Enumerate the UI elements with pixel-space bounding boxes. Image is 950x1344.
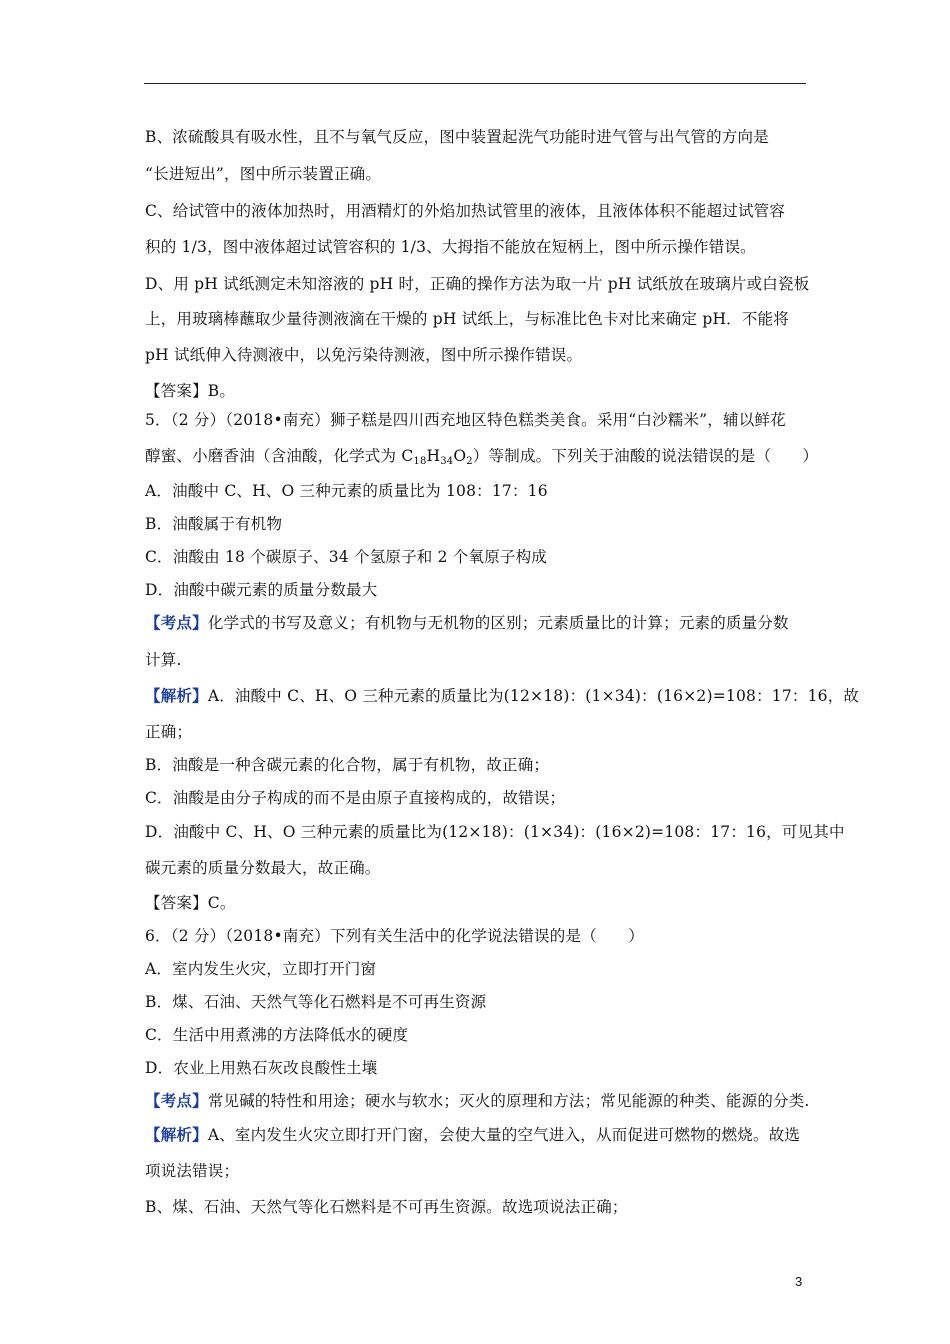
option-c: C．生活中用煮沸的方法降低水的硬度 <box>145 1026 409 1044</box>
header-rule <box>144 83 806 84</box>
option-a: A．油酸中 C、H、O 三种元素的质量比为 108：17：16 <box>145 482 548 500</box>
text-line: C．油酸是由分子构成的而不是由原子直接构成的，故错误； <box>145 789 566 807</box>
kaodian-tag: 【考点】 <box>145 613 208 632</box>
text-line: D、用 pH 试纸测定未知溶液的 pH 时，正确的操作方法为取一片 pH 试纸放在玻璃片或白瓷板 <box>145 275 810 293</box>
option-a: A．室内发生火灾，立即打开门窗 <box>145 960 377 978</box>
text-line: 计算. <box>145 651 182 669</box>
text-line: 正确； <box>145 723 193 741</box>
jiexi-tag: 【解析】 <box>145 686 208 705</box>
option-d: D．农业上用熟石灰改良酸性土壤 <box>145 1059 378 1077</box>
jiexi-line: 【解析】A．油酸中 C、H、O 三种元素的质量比为(12×18)：(1×34)：(16×2)=108：17：16，故 <box>145 686 860 705</box>
text-line: B、浓硫酸具有吸水性，且不与氧气反应，图中装置起洗气功能时进气管与出气管的方向是 <box>145 128 769 146</box>
text-line: B、煤、石油、天然气等化石燃料是不可再生资源。故选项说法正确； <box>145 1198 628 1216</box>
text-line: 项说法错误； <box>145 1162 240 1180</box>
question-6-stem: 6．（2 分）（2018•南充）下列有关生活中的化学说法错误的是（ ） <box>145 927 644 945</box>
text-line: D．油酸中 C、H、O 三种元素的质量比为(12×18)：(1×34)：(16×2)=108：17：16，可见其中 <box>145 823 845 841</box>
answer-line: 【答案】C。 <box>145 894 236 912</box>
option-b: B．油酸属于有机物 <box>145 515 283 533</box>
kaodian-line: 【考点】化学式的书写及意义；有机物与无机物的区别；元素质量比的计算；元素的质量分数 <box>145 613 789 632</box>
text-line: C、给试管中的液体加热时，用酒精灯的外焰加热试管里的液体，且液体体积不能超过试管容 <box>145 202 786 220</box>
text-line: pH 试纸伸入待测液中，以免污染待测液，图中所示操作错误。 <box>145 346 583 364</box>
page-number: 3 <box>795 1274 803 1289</box>
kaodian-line: 【考点】常见碱的特性和用途；硬水与软水；灭火的原理和方法；常见能源的种类、能源的分类. <box>145 1091 810 1110</box>
option-c: C．油酸由 18 个碳原子、34 个氢原子和 2 个氧原子构成 <box>145 548 548 566</box>
jiexi-tag: 【解析】 <box>145 1125 208 1144</box>
text-line: B．油酸是一种含碳元素的化合物，属于有机物，故正确； <box>145 756 550 774</box>
kaodian-tag: 【考点】 <box>145 1091 208 1110</box>
jiexi-line: 【解析】A、室内发生火灾立即打开门窗，会使大量的空气进入，从而促进可燃物的燃烧。故选 <box>145 1125 801 1144</box>
text-line: “长进短出”，图中所示装置正确。 <box>145 165 382 183</box>
option-b: B．煤、石油、天然气等化石燃料是不可再生资源 <box>145 993 487 1011</box>
text-line: 碳元素的质量分数最大，故正确。 <box>145 859 381 877</box>
text-line: 积的 1/3，图中液体超过试管容积的 1/3、大拇指不能放在短柄上，图中所示操作错误。 <box>145 238 756 256</box>
answer-line: 【答案】B。 <box>145 382 236 400</box>
question-5-stem: 5．（2 分）（2018•南充）狮子糕是四川西充地区特色糕类美食。采用“白沙糯米”，辅以鲜花 <box>145 411 786 429</box>
text-line: 上，用玻璃棒蘸取少量待测液滴在干燥的 pH 试纸上，与标准比色卡对比来确定 pH．不能将 <box>145 310 789 328</box>
option-d: D．油酸中碳元素的质量分数最大 <box>145 581 378 599</box>
question-5-stem-line2: 醇蜜、小磨香油（含油酸，化学式为 $C_{18}H_{34}O_2$）等制成。下列关于油酸的说法错误的是（ ） <box>145 447 819 467</box>
